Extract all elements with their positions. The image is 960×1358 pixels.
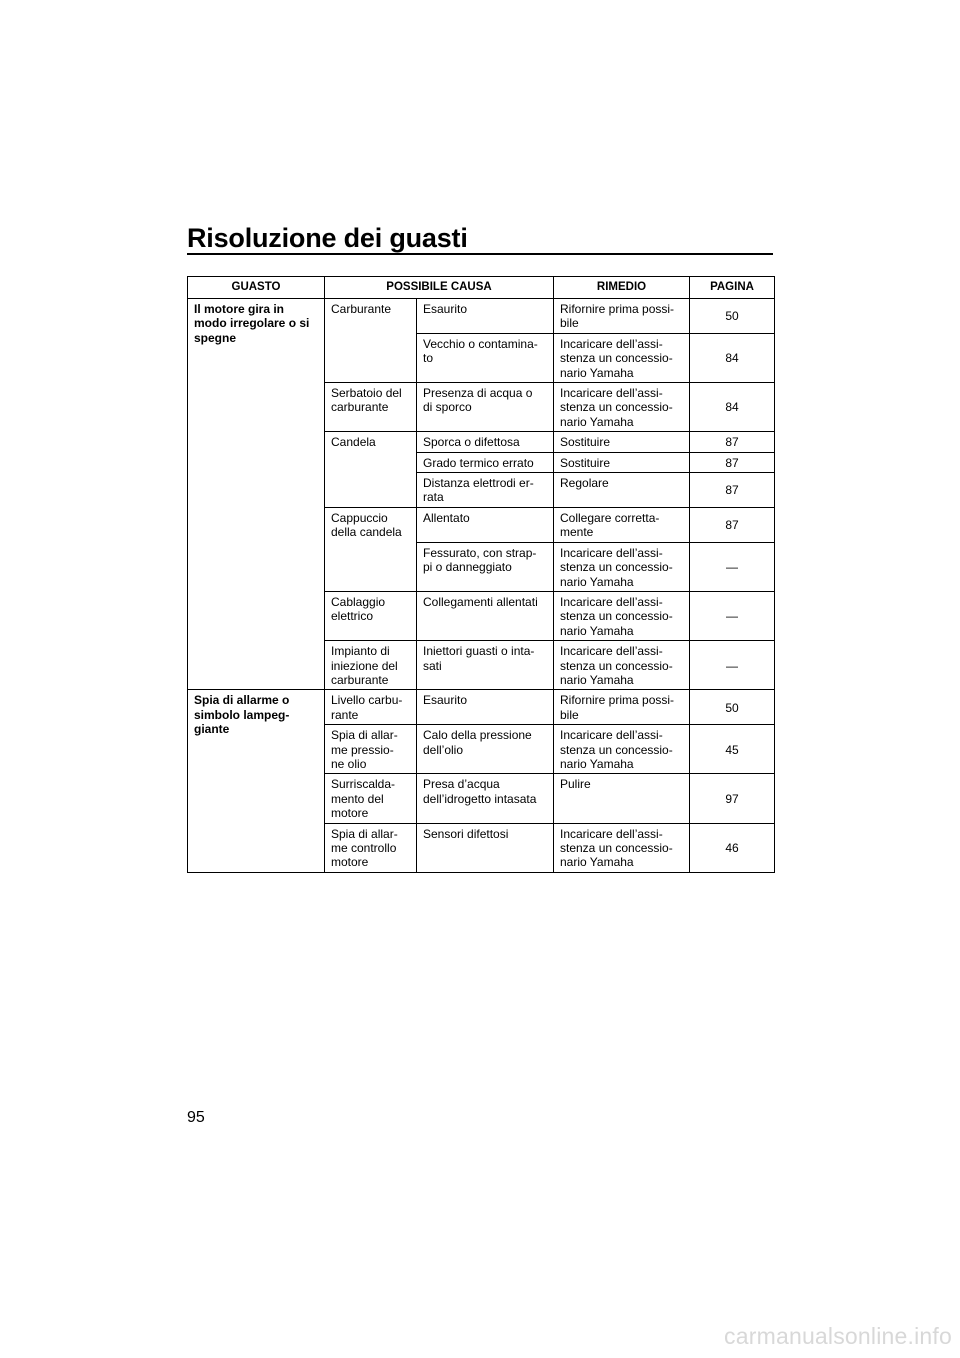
remedy-cell: [554, 432, 690, 452]
header-cause: POSSIBILE CAUSA: [325, 277, 554, 299]
cause-category-text: Spia di allar- me controllo motore: [331, 826, 398, 870]
page-cell: [690, 473, 775, 508]
page-text: —: [726, 658, 738, 673]
troubleshooting-table: [187, 276, 775, 873]
cause-category-cell: [325, 383, 417, 432]
cause-cell: [417, 507, 554, 542]
remedy-cell: [554, 333, 690, 382]
cause-text: Collegamenti allentati: [423, 594, 538, 609]
cause-cell: [417, 725, 554, 774]
table-row: [188, 690, 775, 725]
page-text: 87: [725, 518, 739, 533]
remedy-text: Incaricare dell’assi- stenza un concessio- nario Yamaha: [560, 728, 673, 771]
remedy-text: Regolare: [560, 476, 609, 491]
cause-category-text: Livello carbu- rante: [331, 693, 403, 722]
cause-text: Calo della pressione dell’olio: [423, 728, 532, 757]
page-cell: [690, 299, 775, 334]
remedy-cell: [554, 542, 690, 591]
cause-text: Sporca o difettosa: [423, 435, 520, 450]
cause-category-cell: [325, 507, 417, 591]
remedy-text: Sostituire: [560, 435, 611, 450]
page-cell: [690, 823, 775, 872]
remedy-cell: [554, 473, 690, 508]
remedy-cell: [554, 299, 690, 334]
cause-text: Distanza elettrodi er- rata: [423, 476, 534, 505]
cause-category-cell: [325, 774, 417, 823]
cause-category-text: Spia di allar- me pressio- ne olio: [331, 728, 398, 771]
page-text: 87: [725, 455, 739, 470]
header-remedy: RIMEDIO: [554, 277, 690, 299]
cause-text: Presenza di acqua o di sporco: [423, 386, 533, 415]
cause-category-text: Surriscalda- mento del motore: [331, 777, 396, 821]
cause-text: Presa d’acqua dell’idrogetto intasata: [423, 777, 537, 806]
remedy-cell: [554, 591, 690, 640]
page-text: —: [726, 560, 738, 575]
cause-cell: [417, 383, 554, 432]
page-cell: [690, 690, 775, 725]
cause-text: Iniettori guasti o inta- sati: [423, 644, 535, 673]
remedy-text: Rifornire prima possi- bile: [560, 693, 675, 722]
cause-category-cell: [325, 690, 417, 725]
cause-category-cell: [325, 641, 417, 690]
cause-category-text: Serbatoio del carburante: [331, 386, 402, 415]
page-cell: [690, 591, 775, 640]
table-body: [188, 299, 775, 873]
cause-category-cell: [325, 299, 417, 383]
header-page: PAGINA: [690, 277, 775, 299]
table-header-row: [188, 277, 775, 299]
remedy-cell: [554, 383, 690, 432]
cause-category-text: Impianto di iniezione del carburante: [331, 644, 398, 687]
cause-cell: [417, 542, 554, 591]
remedy-text: Incaricare dell’assi- stenza un concessio- nario Yamaha: [560, 545, 673, 589]
page-title: Risoluzione dei guasti: [187, 223, 468, 253]
cause-text: Esaurito: [423, 302, 468, 316]
page-text: 50: [725, 700, 739, 715]
remedy-cell: [554, 507, 690, 542]
cause-category-text: Cappuccio della candela: [331, 510, 402, 540]
title-rule: [187, 253, 773, 255]
page-cell: [690, 507, 775, 542]
cause-category-cell: [325, 725, 417, 774]
remedy-cell: [554, 725, 690, 774]
cause-category-text: Cablaggio elettrico: [331, 594, 386, 624]
cause-cell: [417, 299, 554, 334]
remedy-text: Incaricare dell’assi- stenza un concessio- nario Yamaha: [560, 594, 673, 638]
page-cell: [690, 725, 775, 774]
page-text: —: [726, 609, 738, 624]
remedy-text: Incaricare dell’assi- stenza un concessio- nario Yamaha: [560, 386, 673, 429]
page-text: 84: [725, 351, 739, 366]
cause-category-text: Carburante: [331, 302, 392, 316]
cause-text: Grado termico errato: [423, 455, 534, 470]
fault-cell: [188, 690, 325, 872]
cause-cell: [417, 690, 554, 725]
remedy-text: Sostituire: [560, 455, 611, 470]
page-cell: [690, 383, 775, 432]
page-text: 84: [725, 400, 739, 415]
cause-cell: [417, 432, 554, 452]
page-cell: [690, 333, 775, 382]
cause-cell: [417, 473, 554, 508]
remedy-text: Incaricare dell’assi- stenza un concessio- nario Yamaha: [560, 336, 673, 380]
fault-text: Il motore gira in modo irregolare o si spegne: [194, 302, 310, 345]
cause-cell: [417, 774, 554, 823]
header-fault: GUASTO: [188, 277, 325, 299]
page-cell: [690, 641, 775, 690]
page-cell: [690, 542, 775, 591]
page-cell: [690, 452, 775, 472]
cause-cell: [417, 823, 554, 872]
cause-category-cell: [325, 432, 417, 508]
page-text: 45: [725, 742, 739, 757]
remedy-text: Incaricare dell’assi- stenza un concessio- nario Yamaha: [560, 826, 673, 870]
remedy-cell: [554, 823, 690, 872]
remedy-cell: [554, 690, 690, 725]
fault-cell: [188, 299, 325, 690]
cause-text: Sensori difettosi: [423, 826, 509, 841]
page-text: 87: [725, 483, 739, 498]
page-cell: [690, 774, 775, 823]
cause-cell: [417, 591, 554, 640]
watermark: carmanualsonline.info: [724, 1323, 952, 1349]
page-cell: [690, 432, 775, 452]
remedy-text: Collegare corretta- mente: [560, 510, 660, 540]
cause-category-cell: [325, 823, 417, 872]
table-row: [188, 299, 775, 334]
cause-text: Fessurato, con strap- pi o danneggiato: [423, 545, 537, 575]
cause-cell: [417, 641, 554, 690]
remedy-text: Pulire: [560, 777, 591, 792]
cause-cell: [417, 452, 554, 472]
page-text: 50: [725, 309, 739, 324]
page-text: 46: [725, 841, 739, 855]
cause-category-text: Candela: [331, 435, 376, 450]
cause-cell: [417, 333, 554, 382]
cause-category-cell: [325, 591, 417, 640]
remedy-text: Incaricare dell’assi- stenza un concessio- nario Yamaha: [560, 644, 673, 687]
remedy-cell: [554, 641, 690, 690]
cause-text: Vecchio o contamina- to: [423, 336, 538, 366]
page-text: 87: [725, 435, 739, 450]
remedy-cell: [554, 452, 690, 472]
cause-text: Allentato: [423, 510, 470, 525]
page-number: 95: [187, 1109, 205, 1126]
remedy-cell: [554, 774, 690, 823]
fault-text: Spia di allarme o simbolo lampeg- giante: [194, 693, 290, 737]
cause-text: Esaurito: [423, 693, 468, 708]
remedy-text: Rifornire prima possi- bile: [560, 302, 675, 331]
page-text: 97: [725, 791, 739, 806]
